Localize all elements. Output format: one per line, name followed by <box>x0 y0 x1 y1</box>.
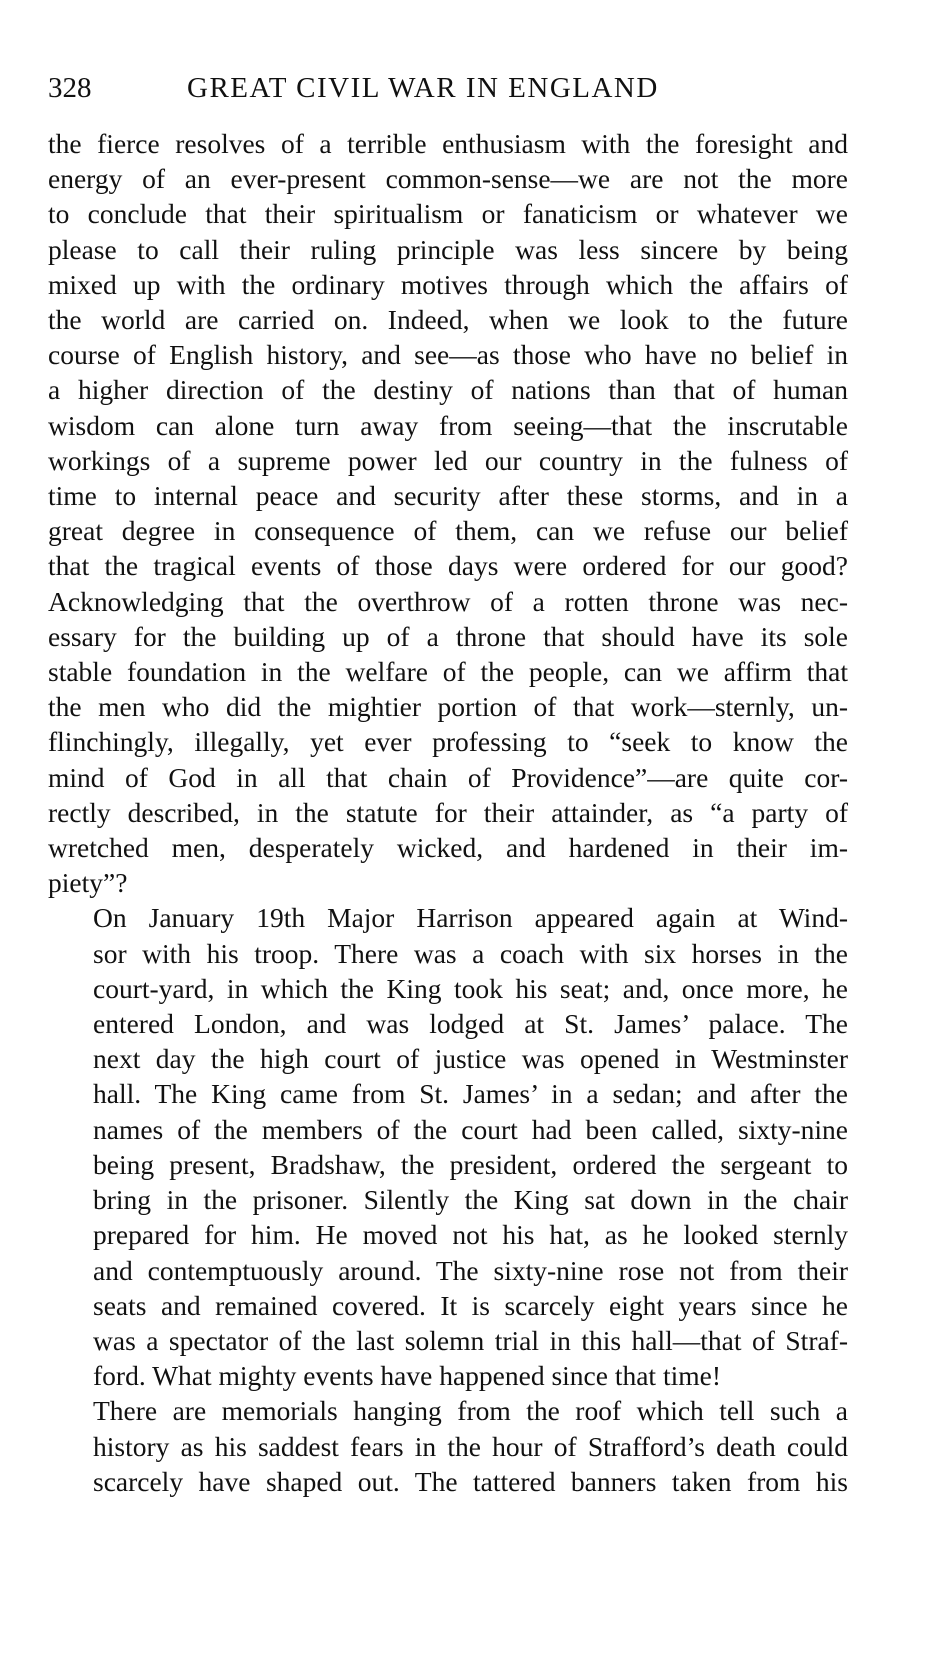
text-line: that the tragical events of those days were ordered for our good? <box>48 550 848 582</box>
text-line: prepared for him. He moved not his hat, as he looked sternly <box>93 1219 848 1251</box>
text-line: course of English history, and see—as those who have no belief in <box>48 339 848 371</box>
text-line: court-yard, in which the King took his seat; and, once more, he <box>93 972 848 1004</box>
text-line: to conclude that their spiritualism or fanaticism or whatever we <box>48 198 848 230</box>
text-line: time to internal peace and security after these storms, and in a <box>48 480 848 512</box>
text-line: wisdom can alone turn away from seeing—that the inscrutable <box>48 409 848 441</box>
text-line: wretched men, desperately wicked, and hardened in their im- <box>48 832 848 864</box>
paragraph-2 <box>48 900 848 1393</box>
text-line: energy of an ever-present common-sense—we are not the more <box>48 163 848 195</box>
text-line: ford. What mighty events have happened since that time! <box>93 1360 721 1392</box>
text-line: a higher direction of the destiny of nations than that of human <box>48 374 848 406</box>
text-line: Acknowledging that the overthrow of a rotten throne was nec- <box>48 585 848 617</box>
text-line: sor with his troop. There was a coach with six horses in the <box>93 937 848 969</box>
text-line: the men who did the mightier portion of that work—sternly, un- <box>48 691 848 723</box>
text-line: seats and remained covered. It is scarcely eight years since he <box>93 1289 848 1321</box>
text-line: scarcely have shaped out. The tattered banners taken from his <box>93 1465 848 1497</box>
book-page <box>48 72 848 1499</box>
text-line: flinchingly, illegally, yet ever professing to “seek to know the <box>48 726 848 758</box>
text-line: There are memorials hanging from the roof which tell such a <box>93 1395 848 1427</box>
text-line: mind of God in all that chain of Providence”—are quite cor- <box>48 761 848 793</box>
text-line: history as his saddest fears in the hour of Strafford’s death could <box>93 1430 848 1462</box>
text-line: great degree in consequence of them, can we refuse our belief <box>48 515 848 547</box>
text-line: On January 19th Major Harrison appeared again at Wind- <box>93 902 848 934</box>
body-text <box>48 126 848 1499</box>
text-line: and contemptuously around. The sixty-nine rose not from their <box>93 1254 848 1286</box>
paragraph-1 <box>48 126 848 900</box>
text-line: entered London, and was lodged at St. James’ palace. The <box>93 1008 848 1040</box>
text-line: stable foundation in the welfare of the people, can we affirm that <box>48 656 848 688</box>
text-line: please to call their ruling principle was less sincere by being <box>48 233 848 265</box>
text-line: essary for the building up of a throne that should have its sole <box>48 620 848 652</box>
text-line: rectly described, in the statute for their attainder, as “a party of <box>48 796 848 828</box>
text-line: hall. The King came from St. James’ in a sedan; and after the <box>93 1078 848 1110</box>
running-title: GREAT CIVIL WAR IN ENGLAND <box>187 72 659 104</box>
paragraph-3 <box>48 1393 848 1499</box>
text-line: next day the high court of justice was opened in Westminster <box>93 1043 848 1075</box>
text-line: names of the members of the court had been called, sixty-nine <box>93 1113 848 1145</box>
text-line: was a spectator of the last solemn trial in this hall—that of Straf- <box>93 1324 848 1356</box>
page-number: 328 <box>48 72 92 104</box>
text-line: bring in the prisoner. Silently the King sat down in the chair <box>93 1184 848 1216</box>
text-line: the fierce resolves of a terrible enthusiasm with the foresight and <box>48 128 848 159</box>
running-head <box>48 72 848 112</box>
text-line: mixed up with the ordinary motives through which the affairs of <box>48 268 848 300</box>
text-line: the world are carried on. Indeed, when we look to the future <box>48 304 848 336</box>
text-line: being present, Bradshaw, the president, ordered the sergeant to <box>93 1148 848 1180</box>
text-line: piety”? <box>48 867 128 899</box>
text-line: workings of a supreme power led our country in the fulness of <box>48 444 848 476</box>
